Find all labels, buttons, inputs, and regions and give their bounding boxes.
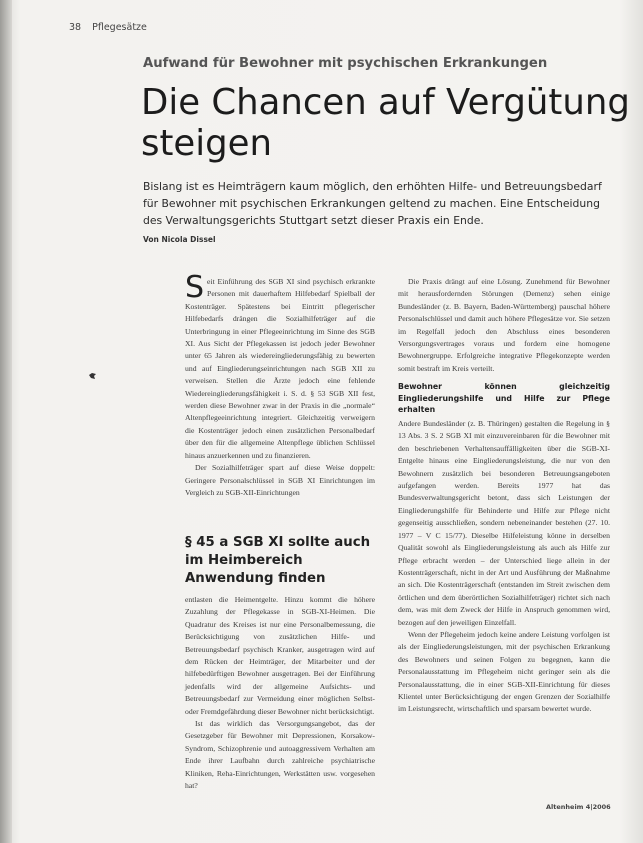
page-number: 38 [69, 22, 82, 33]
body-paragraph: Die Praxis drängt auf eine Lösung. Zunehmend für Bewohner mit herausfordernden Störungen (Demenz) sehen einige Bundesländer (z. B. Bayern, Baden-Württemberg) pauschal höhere Personalschlüssel und damit auch höhere Pflegesätze vor. Sie setzen im Regelfall jedoch den Abschluss eines besonderen Versorgungsvertrages voraus und fordern eine homogene Bewohnergruppe. Erfolgreiche integrative Pflegekonzepte werden somit bestraft im Kreis verteilt. [398, 277, 610, 373]
body-paragraph [185, 270, 375, 462]
section-label: Pflegesätze [92, 22, 147, 33]
page-header [69, 22, 147, 33]
body-text: eit Einführung des SGB XI sind psychisch erkrankte Personen mit dauerhaftem Hilfebedarf Spielball der Kostenträger. Spätestens bei Eintritt pflegerischer Hilfebedarfs drängen die Sozialhilfeträger auf die Unterbringung in einer Pflegeeinrichtung im Sinne des SGB XI. Aus Sicht der Pflegekassen ist jedoch jeder Bewohner unter 65 Jahren als wiedereingliederungsfähig zu bewerten und auf Eingliederungseinrichtungen nach SGB XII zu verweisen. Stellen die Ärzte jedoch eine fehlende Wiedereingliederungsfähigkeit i. S. d. § 53 SGB XII fest, werden diese Bewohner zwar in der Praxis in die „normale“ Altenpflegeeinrichtung integriert. Gleichzeitig verweigern die Kostenträger jedoch einen zusätzlichen Personalbedarf über den für die allgemeine Altenpflege üblichen Schlüssel hinaus anzuerkennen und zu finanzieren. [185, 277, 375, 460]
article-subheading: § 45 a SGB XI sollte auch im Heimbereich Anwendung finden [185, 535, 371, 586]
column-subheading: Bewohner können gleichzeitig Eingliederungshilfe und Hilfe zur Pflege erhalten [398, 382, 610, 415]
article-column-left-bottom [185, 594, 375, 793]
page-spine-shadow [0, 0, 12, 843]
magazine-footer: Altenheim 4|2006 [546, 803, 611, 811]
body-paragraph: Andere Bundesländer (z. B. Thüringen) gestalten die Regelung in § 13 Abs. 3 S. 2 SGB XI mit einzuvereinbaren für die Bewohner mit den beschriebenen Verhaltensauffälligkeiten über die SGB-XI-Entgelte hinaus eine Eingliederungsleistung, die nur von den Bewohnern zusätzlich bei besonderen Betreuungsangeboten aufgefangen werden. Bereits 1977 hat das Bundesverwaltungsgericht betont, dass sich Leistungen der Eingliederungshilfe für Behinderte und Hilfe zur Pflege nicht gegenseitig ausschließen, sondern nebeneinander bestehen (27. 10. 1977 – V C 15/77). Dieselbe Hilfeleistung könne in derselben Qualität sowohl als Eingliederungsleistung als auch als Hilfe zur Pflege erbracht werden – der Unterschied liege allein in der Kostenträgerschaft, nicht in der Art und Ausführung der Maßnahme an sich. Die Kostenträgerschaft (entstanden im Streit zwischen dem örtlichen und dem überörtlichen Sozialhilfeträger) richtet sich nach dem, was mit dem Zweck der Hilfe in Anspruch genommen wird, bezogen auf den jeweiligen Einzelfall. [398, 419, 610, 627]
article-column-left-top [185, 270, 375, 499]
article-headline: Die Chancen auf Vergütung steigen [141, 82, 630, 164]
body-paragraph: Wenn der Pflegeheim jedoch keine andere Leistung vorfolgen ist als der Eingliederungsleistungen, mit der psychischen Erkrankung des Bewohners und seinen Folgen zu begegnen, kann die Personalausstattung im Pflegeheim nicht geringer sein als die Personalausstattung, die in einer SGB-XII-Einrichtung für dieses Klientel unter Berücksichtigung der engen Grenzen der Sozialhilfe im Leistungsrecht, wirtschaftlich und sparsam bewertet wurde. [398, 629, 610, 714]
drop-cap: S [185, 270, 205, 305]
article-column-right [398, 276, 610, 716]
article-kicker: Aufwand für Bewohner mit psychischen Erkrankungen [143, 56, 548, 71]
ink-blot-mark [88, 372, 97, 380]
body-paragraph: Der Sozialhilfeträger spart auf diese Weise doppelt: Geringere Personalschlüssel in SGB XI Einrichtungen im Vergleich zu SGB-XII-Einrichtungen [185, 463, 375, 497]
body-paragraph: Ist das wirklich das Versorgungsangebot, das der Gesetzgeber für Bewohner mit Depressionen, Korsakow-Syndrom, Schizophrenie und autoaggressivem Verhalten am Ende ihrer Laufbahn durch zahlreiche psychiatrische Kliniken, Reha-Einrichtungen, Werkstätten usw. vorgesehen hat? [185, 719, 375, 791]
body-paragraph: entlasten die Heimentgelte. Hinzu kommt die höhere Zuzahlung der Pflegekasse in SGB-XI-Heimen. Die Quadratur des Kreises ist nur eine Personalbemessung, die Berücksichtigung von zusätzlichen Hilfe- und Betreuungsbedarf psychisch Kranker, ausgetragen wird auf dem Rücken der Heimträger, der Mitarbeiter und der hilfebedürftigen Bewohner ausgetragen. Bei der Einführung jedenfalls wird der allgemeine Aufsichts- und Betreuungsbedarf zur Vermeidung einer möglichen Selbst- oder Fremdgefährdung dieser Bewohner nicht berücksichtigt. [185, 595, 375, 716]
article-lead: Bislang ist es Heimträgern kaum möglich, den erhöhten Hilfe- und Betreuungsbedarf für Bewohner mit psychischen Erkrankungen geltend zu machen. Eine Entscheidung des Verwaltungsgerichts Stuttgart setzt dieser Praxis ein Ende. [143, 180, 602, 228]
author-byline: Von Nicola Dissel [143, 235, 216, 244]
